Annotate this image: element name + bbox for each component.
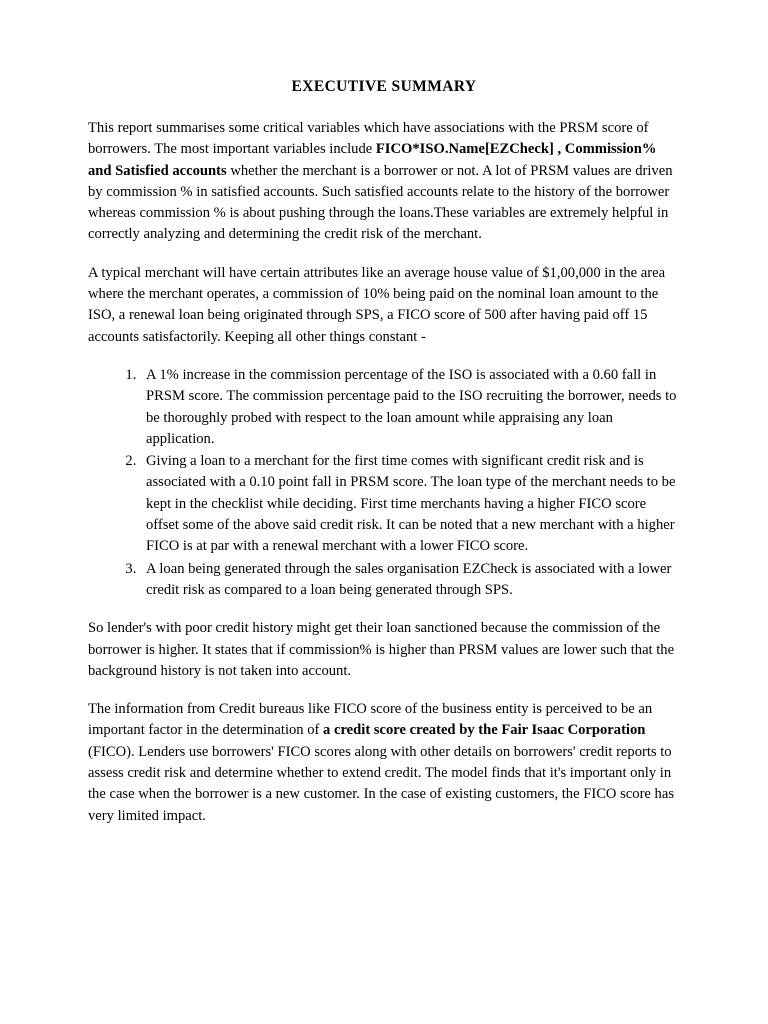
list-item: 2. Giving a loan to a merchant for the first time comes with significant credit risk and is associated with a 0.10 point fall in PRSM score. The loan type of the merchant needs to be kept in the checklist while deciding. First time merchants having a higher FICO score offset some of the above said credit risk. It can be noted that a new merchant with a higher FICO is at par with a renewal merchant with a lower FICO score.	[140, 451, 680, 557]
paragraph-credit-bureaus-text-2: (FICO). Lenders use borrowers' FICO scores along with other details on borrowers' credit reports to assess credit risk and determine whether to extend credit. The model finds that it's important only in the case when the borrower is a new customer. In the case of existing customers, the FICO score has very limited impact.	[88, 743, 675, 824]
paragraph-credit-bureaus-bold-fico: a credit score created by the Fair Isaac Corporation	[323, 722, 646, 739]
paragraph-intro-text-2: whether the merchant is a borrower or not. A lot of PRSM values are driven by commission % in satisfied accounts. Such satisfied accounts relate to the history of the borrower whereas commission % is about pushing through the loans.These variables are extremely helpful in correctly analyzing and determining the credit risk of the merchant.	[88, 162, 673, 243]
paragraph-credit-bureaus	[88, 699, 680, 827]
paragraph-lender-credit-history: So lender's with poor credit history might get their loan sanctioned because the commission of the borrower is higher. It states that if commission% is higher than PRSM values are lower such that the background history is not taken into account.	[88, 620, 675, 679]
paragraph-intro	[88, 118, 680, 246]
page-title: EXECUTIVE SUMMARY	[291, 78, 477, 95]
findings-list	[88, 365, 680, 601]
list-item: 3. A loan being generated through the sales organisation EZCheck is associated with a lower credit risk as compared to a loan being generated through SPS.	[140, 559, 680, 602]
list-item: 1. A 1% increase in the commission percentage of the ISO is associated with a 0.60 fall in PRSM score. The commission percentage paid to the ISO recruiting the borrower, needs to be thoroughly probed with respect to the loan amount while appraising any loan application.	[140, 365, 680, 450]
paragraph-credit-bureaus-text-1: The information from Credit bureaus like FICO score of the business entity is perceived to be an important factor in the determination of	[88, 701, 653, 739]
paragraph-intro-bold-variables: FICO*ISO.Name[EZCheck] , Commission% and Satisfied accounts	[88, 141, 657, 179]
paragraph-intro-text-1: This report summarises some critical variables which have associations with the PRSM score of borrowers. The most important variables include	[88, 120, 649, 158]
paragraph-typical-merchant: A typical merchant will have certain attributes like an average house value of $1,00,000 in the area where the merchant operates, a commission of 10% being paid on the nominal loan amount to the ISO, a renewal loan being originated through SPS, a FICO score of 500 after having paid off 15 accounts satisfactorily. Keeping all other things constant -	[88, 264, 666, 345]
